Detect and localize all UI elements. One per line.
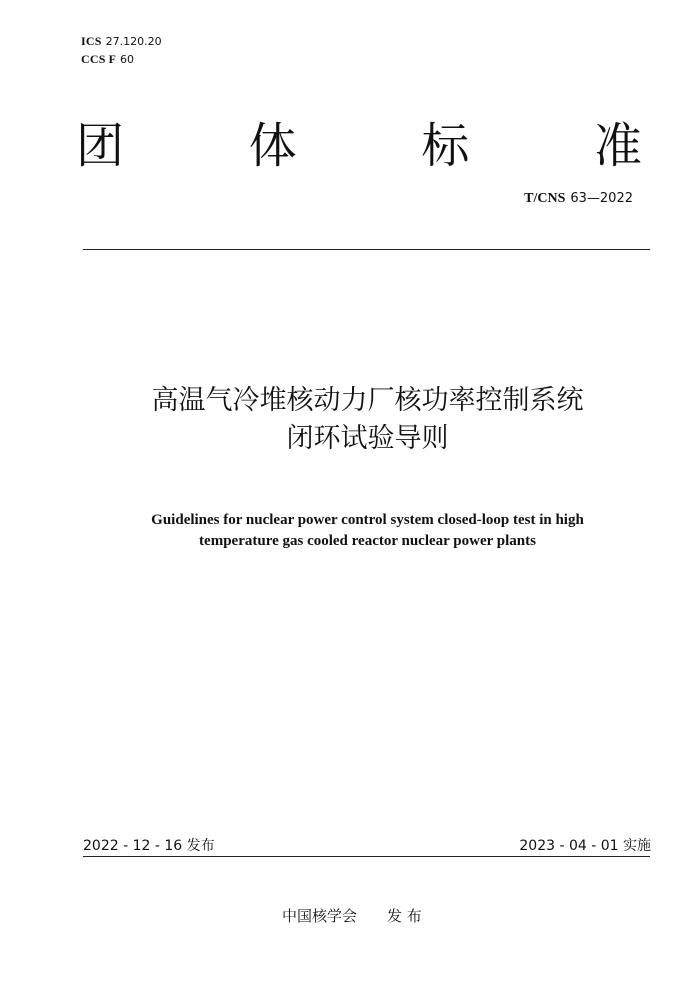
standard-code-number: 63—2022 (570, 191, 633, 206)
publisher (282, 905, 422, 926)
standard-code-org: T/CNS (524, 191, 566, 206)
standard-type-char: 团 (76, 118, 125, 174)
title-en-line2: temperature gas cooled reactor nuclear power plants (199, 533, 536, 549)
title-zh-line2: 闭环试验导则 (286, 423, 449, 454)
title-en-line1: Guidelines for nuclear power control system closed-loop test in high (151, 512, 584, 528)
ccs-value: 60 (119, 53, 134, 66)
ccs-label: CCS (81, 52, 106, 66)
implementation-date: 2023 - 04 - 01 实施 (519, 838, 651, 854)
ics-line (81, 34, 162, 49)
standard-type-char: 准 (593, 118, 642, 174)
ics-label: ICS (81, 34, 102, 48)
standard-type-char: 体 (248, 118, 297, 174)
standard-type-char: 标 (421, 118, 470, 174)
standard-code (524, 191, 633, 207)
ccs-letter: F (108, 52, 116, 66)
footer-divider (83, 856, 650, 857)
ics-value: 27.120.20 (105, 35, 162, 48)
standard-type-title (76, 116, 642, 176)
title-zh-line1: 高温气冷堆核动力厂核功率控制系统 (151, 385, 584, 416)
issue-date: 2022 - 12 - 16 发布 (83, 838, 215, 854)
ccs-line (81, 52, 134, 67)
publisher-action: 发 布 (387, 907, 422, 925)
header-divider (83, 249, 650, 250)
publisher-name: 中国核学会 (282, 907, 358, 925)
